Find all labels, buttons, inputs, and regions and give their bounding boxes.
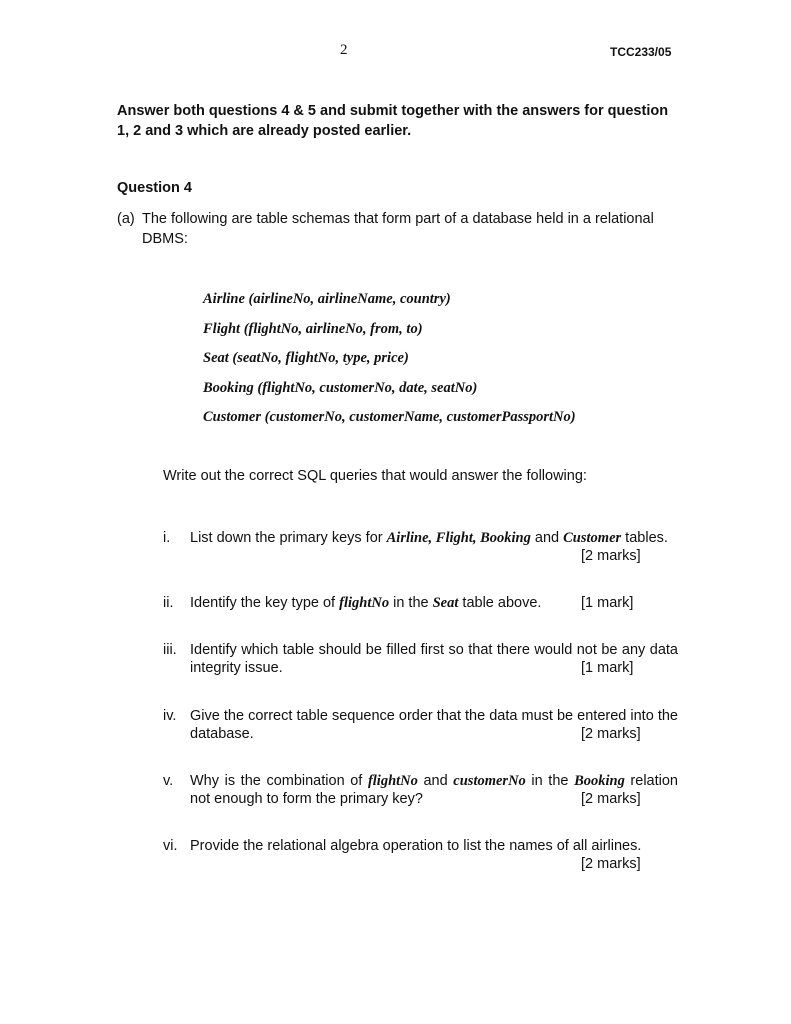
- item-text: Why is the combination of flightNo and customerNo in the Booking relation not enough to form the primary key?: [190, 773, 678, 807]
- instructions-intro: Answer both questions 4 & 5 and submit together with the answers for question 1, 2 and 3 which are already posted earlier.: [117, 103, 669, 139]
- item-number: v.: [163, 773, 174, 789]
- item-text: Provide the relational algebra operation to list the names of all airlines.: [190, 838, 642, 854]
- item-text: Give the correct table sequence order that the data must be entered into the database.: [190, 708, 678, 742]
- item-text: Identify which table should be filled first so that there would not be any data integrity issue.: [190, 642, 678, 676]
- item-marks: [2 marks]: [581, 548, 641, 564]
- item-text: Identify the key type of flightNo in the Seat table above.: [190, 595, 542, 611]
- question-item-iii: [163, 641, 678, 677]
- page-number: 2: [340, 42, 348, 58]
- item-text: List down the primary keys for Airline, Flight, Booking and Customer tables.: [190, 530, 668, 546]
- part-a-text: The following are table schemas that form part of a database held in a relational DBMS:: [142, 211, 654, 247]
- schema-list: [203, 291, 576, 439]
- question-item-iv: [163, 707, 678, 743]
- schema-customer: Customer (customerNo, customerName, customerPassportNo): [203, 409, 576, 425]
- schema-flight: Flight (flightNo, airlineNo, from, to): [203, 320, 423, 337]
- question-item-v: [163, 772, 678, 808]
- item-number: vi.: [163, 838, 178, 854]
- schema-airline: Airline (airlineNo, airlineName, country): [203, 291, 451, 307]
- item-number: i.: [163, 530, 171, 546]
- item-number: ii.: [163, 595, 174, 611]
- part-a: [117, 209, 687, 249]
- part-a-label: (a): [117, 211, 135, 227]
- schema-seat: Seat (seatNo, flightNo, type, price): [203, 350, 409, 366]
- question-item-ii: [163, 594, 678, 612]
- item-marks: [2 marks]: [581, 726, 641, 742]
- item-number: iv.: [163, 708, 177, 724]
- item-marks: [1 mark]: [581, 595, 634, 611]
- course-code: TCC233/05: [610, 45, 672, 59]
- question-item-i: [163, 529, 678, 564]
- schema-booking: Booking (flightNo, customerNo, date, seatNo): [203, 379, 478, 396]
- sql-instruction: Write out the correct SQL queries that would answer the following:: [163, 468, 587, 484]
- item-marks: [2 marks]: [581, 856, 641, 872]
- question-heading: Question 4: [117, 180, 192, 196]
- item-marks: [1 mark]: [581, 660, 634, 676]
- item-number: iii.: [163, 642, 177, 658]
- question-item-vi: [163, 837, 678, 872]
- item-marks: [2 marks]: [581, 791, 641, 807]
